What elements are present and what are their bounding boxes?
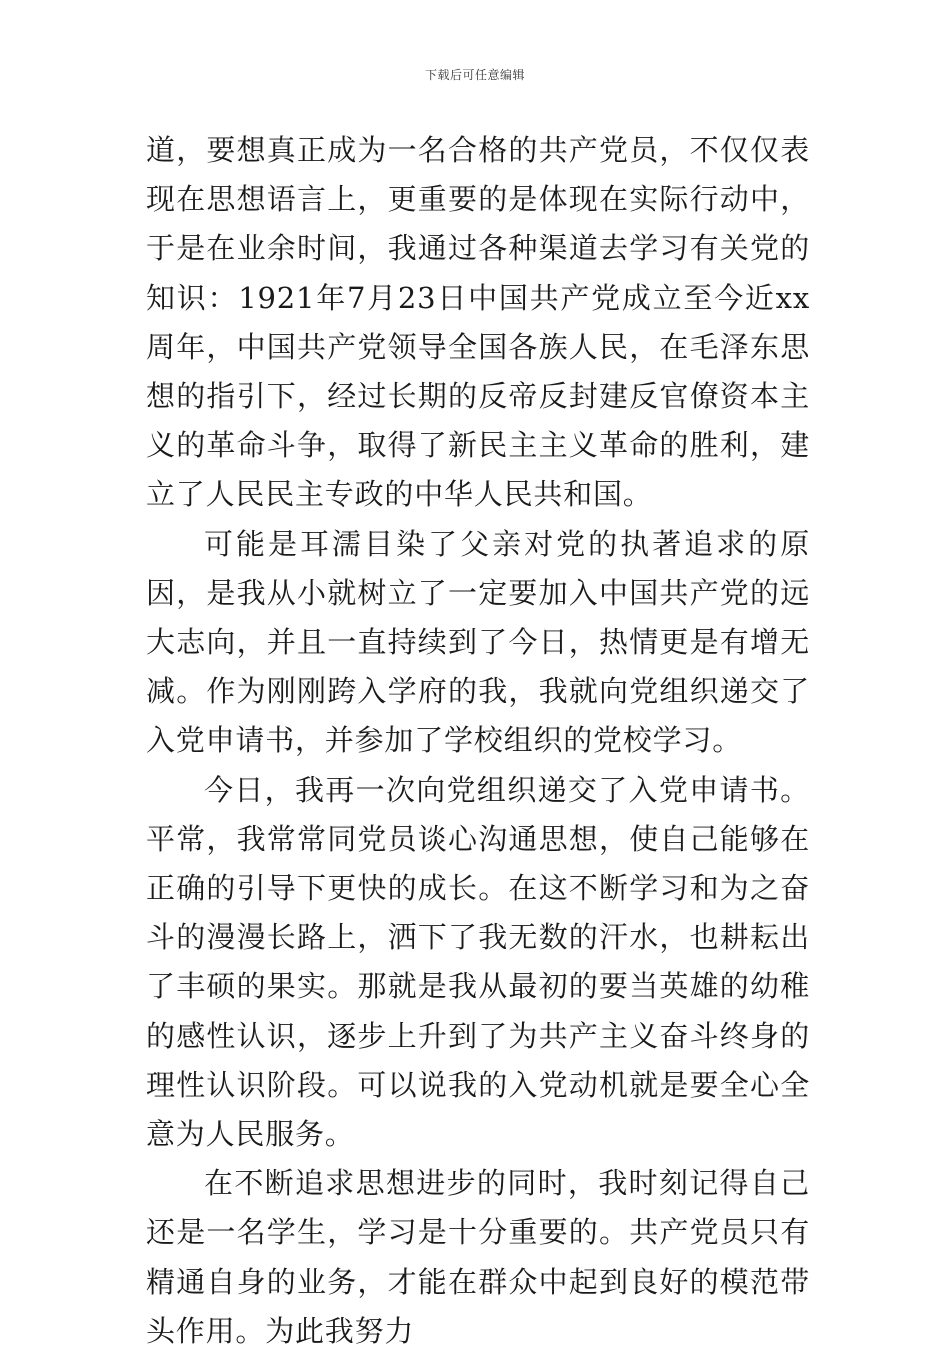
- document-body: [146, 126, 810, 1356]
- paragraph-4: 在不断追求思想进步的同时，我时刻记得自己还是一名学生，学习是十分重要的。共产党员只有精通自身的业务，才能在群众中起到良好的模范带头作用。为此我努力: [146, 1166, 810, 1348]
- paragraph-1: 道，要想真正成为一名合格的共产党员，不仅仅表现在思想语言上，更重要的是体现在实际行动中，于是在业余时间，我通过各种渠道去学习有关党的知识：1921年7月23日中国共产党成立至今近xx周年，中国共产党领导全国各族人民，在毛泽东思想的指引下，经过长期的反帝反封建反官僚资本主义的革命斗争，取得了新民主主义革命的胜利，建立了人民民主专政的中华人民共和国。: [146, 133, 810, 512]
- page-header-note: 下载后可任意编辑: [424, 68, 525, 82]
- paragraph-2: 可能是耳濡目染了父亲对党的执著追求的原因，是我从小就树立了一定要加入中国共产党的远大志向，并且一直持续到了今日，热情更是有增无减。作为刚刚跨入学府的我，我就向党组织递交了入党申请书，并参加了学校组织的党校学习。: [146, 526, 810, 758]
- paragraph-3: 今日，我再一次向党组织递交了入党申请书。平常，我常常同党员谈心沟通思想，使自己能够在正确的引导下更快的成长。在这不断学习和为之奋斗的漫漫长路上，洒下了我无数的汗水，也耕耘出了丰硕的果实。那就是我从最初的要当英雄的幼稚的感性认识，逐步上升到了为共产主义奋斗终身的理性认识阶段。可以说我的入党动机就是要全心全意为人民服务。: [146, 772, 810, 1152]
